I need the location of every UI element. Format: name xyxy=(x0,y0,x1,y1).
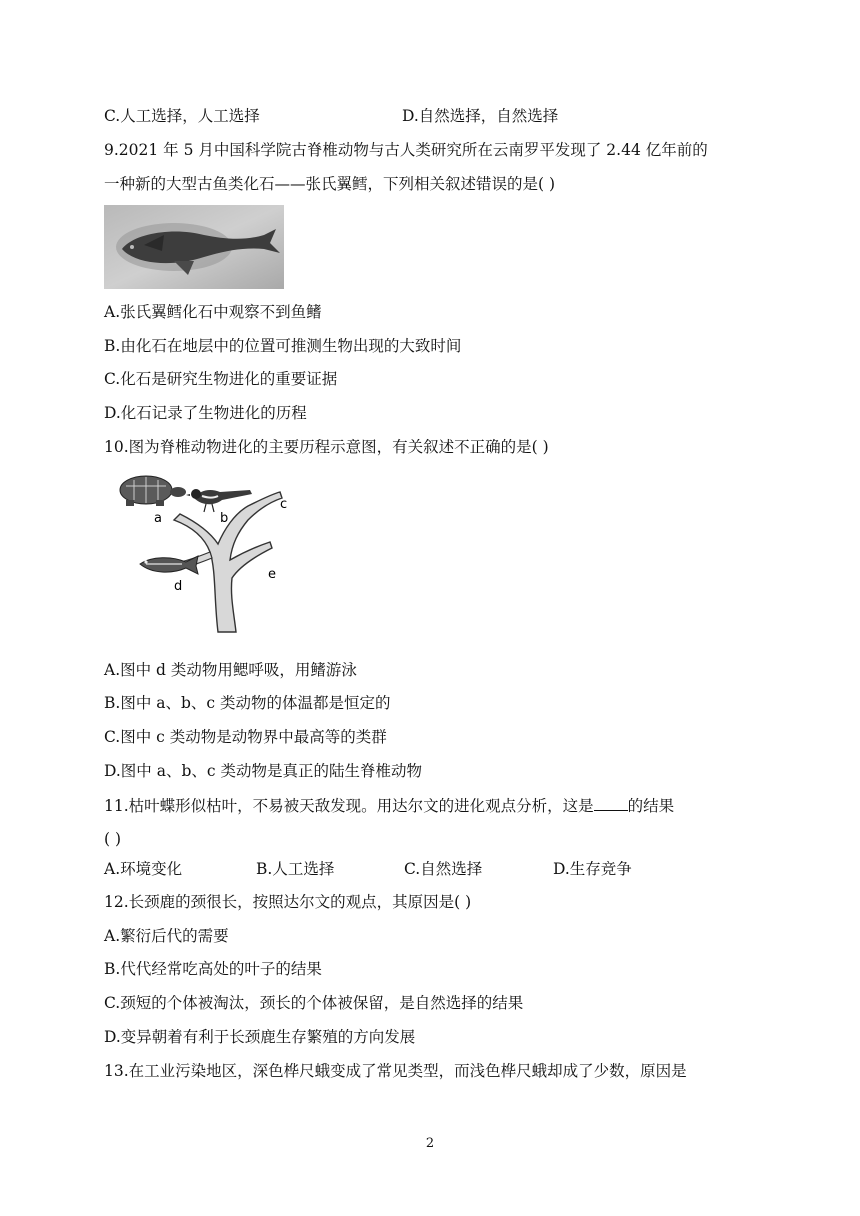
fish-fossil-image xyxy=(104,205,284,289)
q9-stem-line1: 9.2021 年 5 月中国科学院古脊椎动物与古人类研究所在云南罗平发现了 2.44 亿年前的 xyxy=(104,141,708,159)
q11-stem xyxy=(104,795,674,816)
q8-option-d: D.自然选择，自然选择 xyxy=(402,107,559,125)
q11-stem-pre: 11.枯叶蝶形似枯叶，不易被天敌发现。用达尔文的进化观点分析，这是 xyxy=(104,797,594,815)
figure-label-b: b xyxy=(220,511,229,526)
q12-option-c: C.颈短的个体被淘汰，颈长的个体被保留，是自然选择的结果 xyxy=(104,994,524,1012)
q9-option-d: D.化石记录了生物进化的历程 xyxy=(104,404,307,422)
figure-label-a: a xyxy=(154,511,162,526)
fish-icon xyxy=(140,556,198,574)
turtle-icon xyxy=(120,476,186,506)
q11-option-d: D.生存竞争 xyxy=(553,860,632,878)
q8-option-c: C.人工选择，人工选择 xyxy=(104,107,260,125)
q10-option-a: A.图中 d 类动物用鳃呼吸，用鳍游泳 xyxy=(104,661,357,679)
q11-stem-post: 的结果 xyxy=(627,797,675,815)
q12-stem: 12.长颈鹿的颈很长，按照达尔文的观点，其原因是( ) xyxy=(104,893,472,911)
q11-option-c: C.自然选择 xyxy=(404,860,483,878)
q12-option-b: B.代代经常吃高处的叶子的结果 xyxy=(104,960,322,978)
q10-option-c: C.图中 c 类动物是动物界中最高等的类群 xyxy=(104,728,387,746)
q9-option-a: A.张氏翼鳕化石中观察不到鱼鳍 xyxy=(104,303,322,321)
q12-option-d: D.变异朝着有利于长颈鹿生存繁殖的方向发展 xyxy=(104,1028,416,1046)
q11-option-a: A.环境变化 xyxy=(104,860,183,878)
q9-option-c: C.化石是研究生物进化的重要证据 xyxy=(104,370,338,388)
q10-stem: 10.图为脊椎动物进化的主要历程示意图，有关叙述不正确的是( ) xyxy=(104,438,549,456)
q11-paren: ( ) xyxy=(104,830,122,848)
page-number: 2 xyxy=(425,1136,435,1151)
figure-label-c: c xyxy=(280,497,288,512)
bird-icon xyxy=(186,489,252,512)
figure-label-d: d xyxy=(174,579,183,594)
q10-option-d: D.图中 a、b、c 类动物是真正的陆生脊椎动物 xyxy=(104,762,423,780)
q11-blank xyxy=(594,795,628,811)
q10-option-b: B.图中 a、b、c 类动物的体温都是恒定的 xyxy=(104,694,391,712)
q13-stem: 13.在工业污染地区，深色桦尺蛾变成了常见类型，而浅色桦尺蛾却成了少数，原因是 xyxy=(104,1062,687,1080)
figure-label-e: e xyxy=(268,567,276,582)
q11-option-b: B.人工选择 xyxy=(256,860,335,878)
q9-option-b: B.由化石在地层中的位置可推测生物出现的大致时间 xyxy=(104,337,462,355)
q9-stem-line2: 一种新的大型古鱼类化石——张氏翼鳕，下列相关叙述错误的是( ) xyxy=(104,175,556,193)
vertebrate-evolution-tree-figure xyxy=(110,470,310,635)
q12-option-a: A.繁衍后代的需要 xyxy=(104,927,229,945)
